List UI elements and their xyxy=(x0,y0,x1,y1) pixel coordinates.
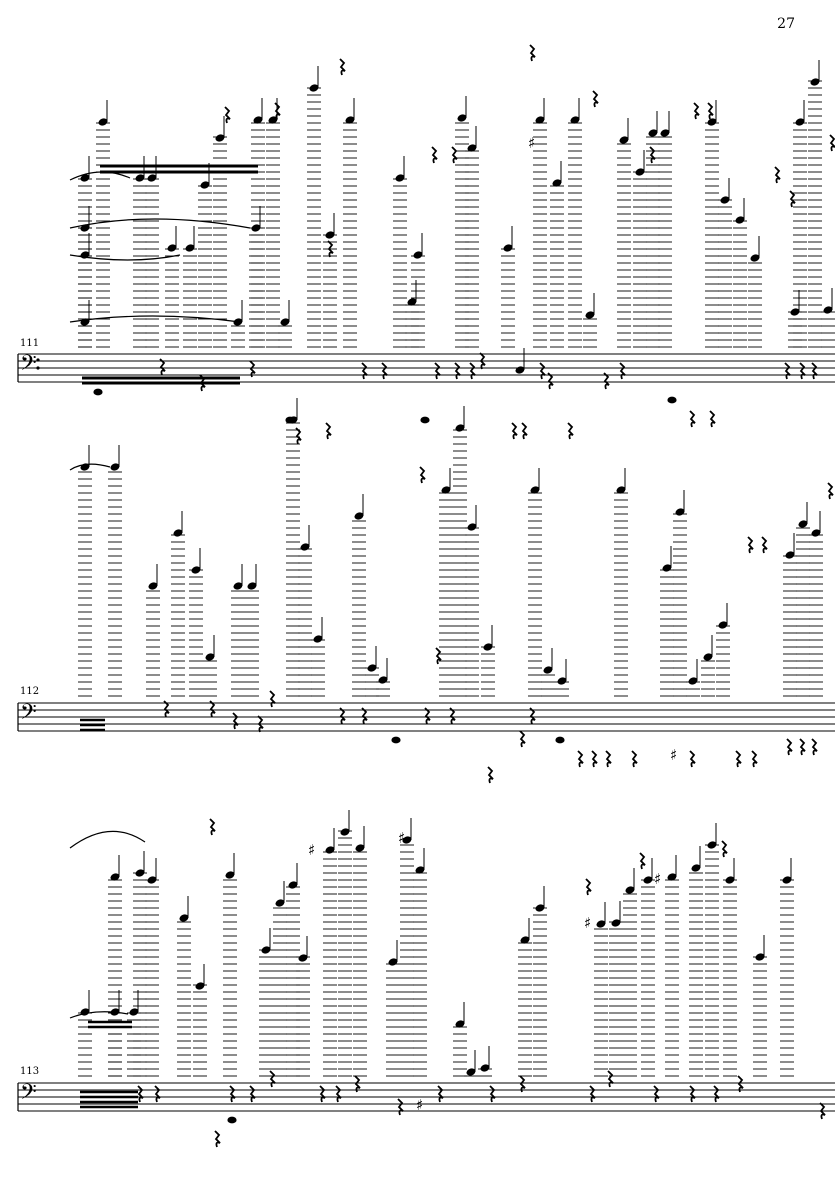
notehead xyxy=(227,1117,236,1124)
ledger-lines-layer xyxy=(78,81,835,1076)
quarter-rest xyxy=(490,1086,495,1102)
quarter-rest xyxy=(270,1071,275,1087)
notehead xyxy=(285,417,294,424)
quarter-rest xyxy=(800,739,805,755)
quarter-rest xyxy=(432,147,437,163)
quarter-rest xyxy=(654,1086,659,1102)
quarter-rest xyxy=(452,147,457,163)
sharp-icon: ♯ xyxy=(584,914,592,932)
quarter-rest xyxy=(708,103,713,119)
quarter-rest xyxy=(690,1086,695,1102)
notehead xyxy=(555,737,564,744)
quarter-rest xyxy=(722,841,727,857)
quarter-rest xyxy=(215,1131,220,1147)
bass-clef-icon: 𝄢 xyxy=(20,1080,37,1110)
quarter-rest xyxy=(632,751,637,767)
quarter-rest xyxy=(568,423,573,439)
quarter-rest xyxy=(606,751,611,767)
quarter-rest xyxy=(398,1099,403,1115)
beams-112 xyxy=(80,720,105,730)
quarter-rest xyxy=(593,91,598,107)
quarter-rest xyxy=(736,751,741,767)
quarter-rest xyxy=(608,1071,613,1087)
quarter-rest xyxy=(138,1086,143,1102)
quarter-rest xyxy=(326,423,331,439)
quarter-rest xyxy=(470,363,475,379)
clef-dot xyxy=(36,366,39,369)
quarter-rest xyxy=(512,423,517,439)
beams-113 xyxy=(80,1022,138,1107)
quarter-rest xyxy=(320,1086,325,1102)
quarter-rest xyxy=(233,713,238,729)
notehead xyxy=(667,397,676,404)
measure-number-112: 112 xyxy=(20,686,40,697)
quarter-rest xyxy=(455,363,460,379)
quarter-rest xyxy=(540,363,545,379)
quarter-rest xyxy=(586,879,591,895)
quarter-rest xyxy=(438,1086,443,1102)
quarter-rest xyxy=(650,147,655,163)
quarter-rest xyxy=(578,751,583,767)
rests-layer xyxy=(138,45,835,1147)
notehead xyxy=(391,737,400,744)
quarter-rest xyxy=(250,1086,255,1102)
sharp-icon: ♯ xyxy=(528,134,536,152)
quarter-rest xyxy=(812,363,817,379)
quarter-rest xyxy=(620,363,625,379)
quarter-rest xyxy=(830,135,835,151)
accidentals-layer xyxy=(308,134,677,1114)
quarter-rest xyxy=(748,537,753,553)
quarter-rest xyxy=(522,423,527,439)
quarter-rest xyxy=(230,1086,235,1102)
quarter-rest xyxy=(800,363,805,379)
quarter-rest xyxy=(488,767,493,783)
quarter-rest xyxy=(690,751,695,767)
quarter-rest xyxy=(752,751,757,767)
quarter-rest xyxy=(270,691,275,707)
quarter-rest xyxy=(210,819,215,835)
bass-clef-icon: 𝄢 xyxy=(20,700,37,730)
bass-clef-icon: 𝄢 xyxy=(20,351,37,381)
quarter-rest xyxy=(690,411,695,427)
quarter-rest xyxy=(530,45,535,61)
notes-layer xyxy=(80,60,834,1123)
quarter-rest xyxy=(382,363,387,379)
quarter-rest xyxy=(714,1086,719,1102)
quarter-rest xyxy=(336,1086,341,1102)
quarter-rest xyxy=(710,411,715,427)
quarter-rest xyxy=(436,648,441,664)
sharp-icon: ♯ xyxy=(308,841,316,859)
measure-number-111: 111 xyxy=(20,338,40,349)
quarter-rest xyxy=(225,107,230,123)
quarter-rest xyxy=(787,739,792,755)
quarter-rest xyxy=(590,1086,595,1102)
sharp-icon: ♯ xyxy=(670,746,678,764)
quarter-rest xyxy=(362,363,367,379)
sharp-icon: ♯ xyxy=(398,829,406,847)
clef-dot xyxy=(36,358,39,361)
sharp-icon: ♯ xyxy=(416,1096,424,1114)
quarter-rest xyxy=(520,731,525,747)
ties xyxy=(70,172,250,1018)
sharp-icon: ♯ xyxy=(654,870,662,888)
quarter-rest xyxy=(592,751,597,767)
quarter-rest xyxy=(155,1086,160,1102)
quarter-rest xyxy=(775,167,780,183)
quarter-rest xyxy=(420,467,425,483)
quarter-rest xyxy=(785,363,790,379)
quarter-rest xyxy=(340,59,345,75)
notehead xyxy=(93,389,102,396)
quarter-rest xyxy=(762,537,767,553)
quarter-rest xyxy=(812,739,817,755)
page-number: 27 xyxy=(777,16,795,32)
quarter-rest xyxy=(640,853,645,869)
quarter-rest xyxy=(828,483,833,499)
notehead xyxy=(420,417,429,424)
quarter-rest xyxy=(435,363,440,379)
measure-number-113: 113 xyxy=(20,1066,40,1077)
quarter-rest xyxy=(694,103,699,119)
beams-111 xyxy=(82,166,258,383)
